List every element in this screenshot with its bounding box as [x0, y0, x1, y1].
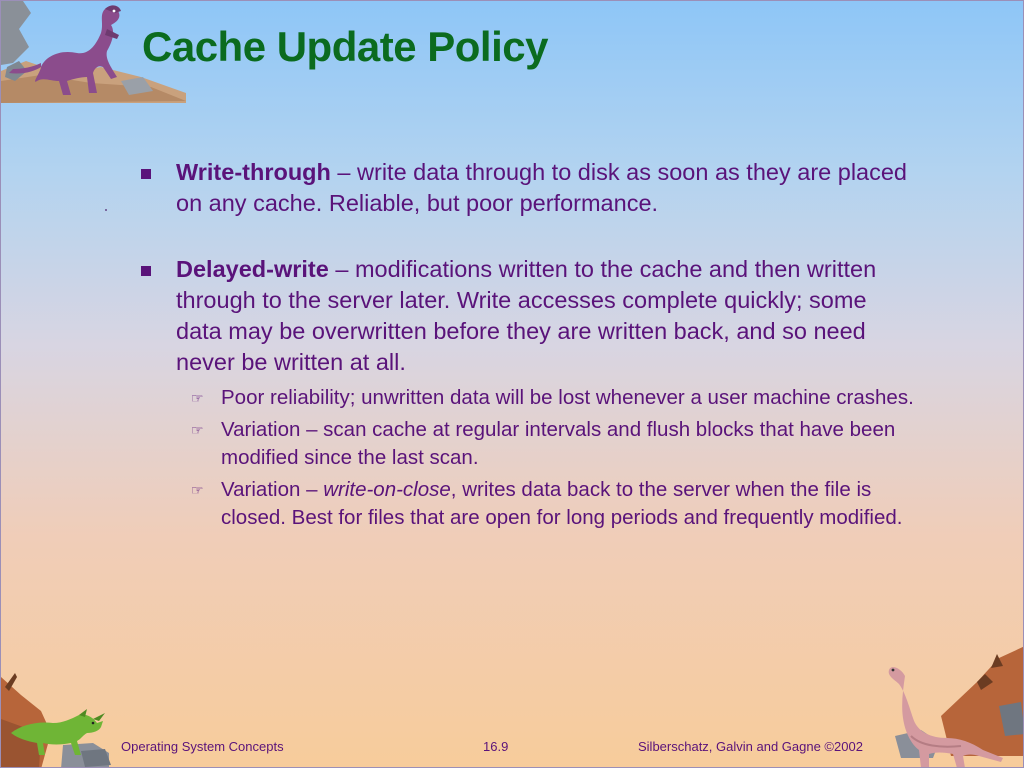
bullet-text: – modifications written to the cache and then written through to the server later. Write accesses complete quickly; some data may be overwritten before they are written back, and so need never be written at all.: [176, 256, 877, 375]
sub-bullet-emphasis: write-on-close: [323, 478, 451, 501]
sub-bullet-variation-scan: [135, 416, 915, 472]
pointing-hand-icon: ☞: [191, 482, 204, 498]
square-bullet-icon: [141, 266, 151, 276]
pointing-hand-icon: ☞: [191, 390, 204, 406]
sub-bullet-prefix: Variation –: [221, 478, 324, 501]
bullet-term: Write-through: [176, 159, 331, 185]
footer-slide-number: 16.9: [483, 739, 509, 754]
slide-content: [135, 157, 915, 536]
sub-bullet-variation-write-on-close: [135, 476, 915, 532]
footer-authors: Silberschatz, Galvin and Gagne ©2002: [638, 739, 863, 754]
pointing-hand-icon: ☞: [191, 422, 204, 438]
slide-title: Cache Update Policy: [142, 23, 548, 70]
sub-bullet-text: Variation – scan cache at regular intervals and flush blocks that have been modified since the last scan.: [221, 418, 896, 469]
sub-bullet-poor-reliability: [135, 384, 915, 412]
sub-bullet-suffix: , writes data back to the server when the file is closed. Best for files that are open for long periods and frequently modified.: [221, 478, 903, 529]
bullet-term: Delayed-write: [176, 256, 329, 282]
long-neck-dinosaur-icon: [881, 646, 1024, 768]
bullet-delayed-write: [135, 254, 915, 378]
footer-course-title: Operating System Concepts: [121, 739, 284, 754]
stray-mark: [105, 209, 107, 211]
bullet-text: – write data through to disk as soon as they are placed on any cache. Reliable, but poor performance.: [176, 159, 908, 216]
sub-bullet-text: Poor reliability; unwritten data will be lost whenever a user machine crashes.: [221, 386, 914, 409]
bullet-write-through: [135, 157, 915, 219]
green-triceratops-icon: [1, 673, 113, 768]
square-bullet-icon: [141, 169, 151, 179]
